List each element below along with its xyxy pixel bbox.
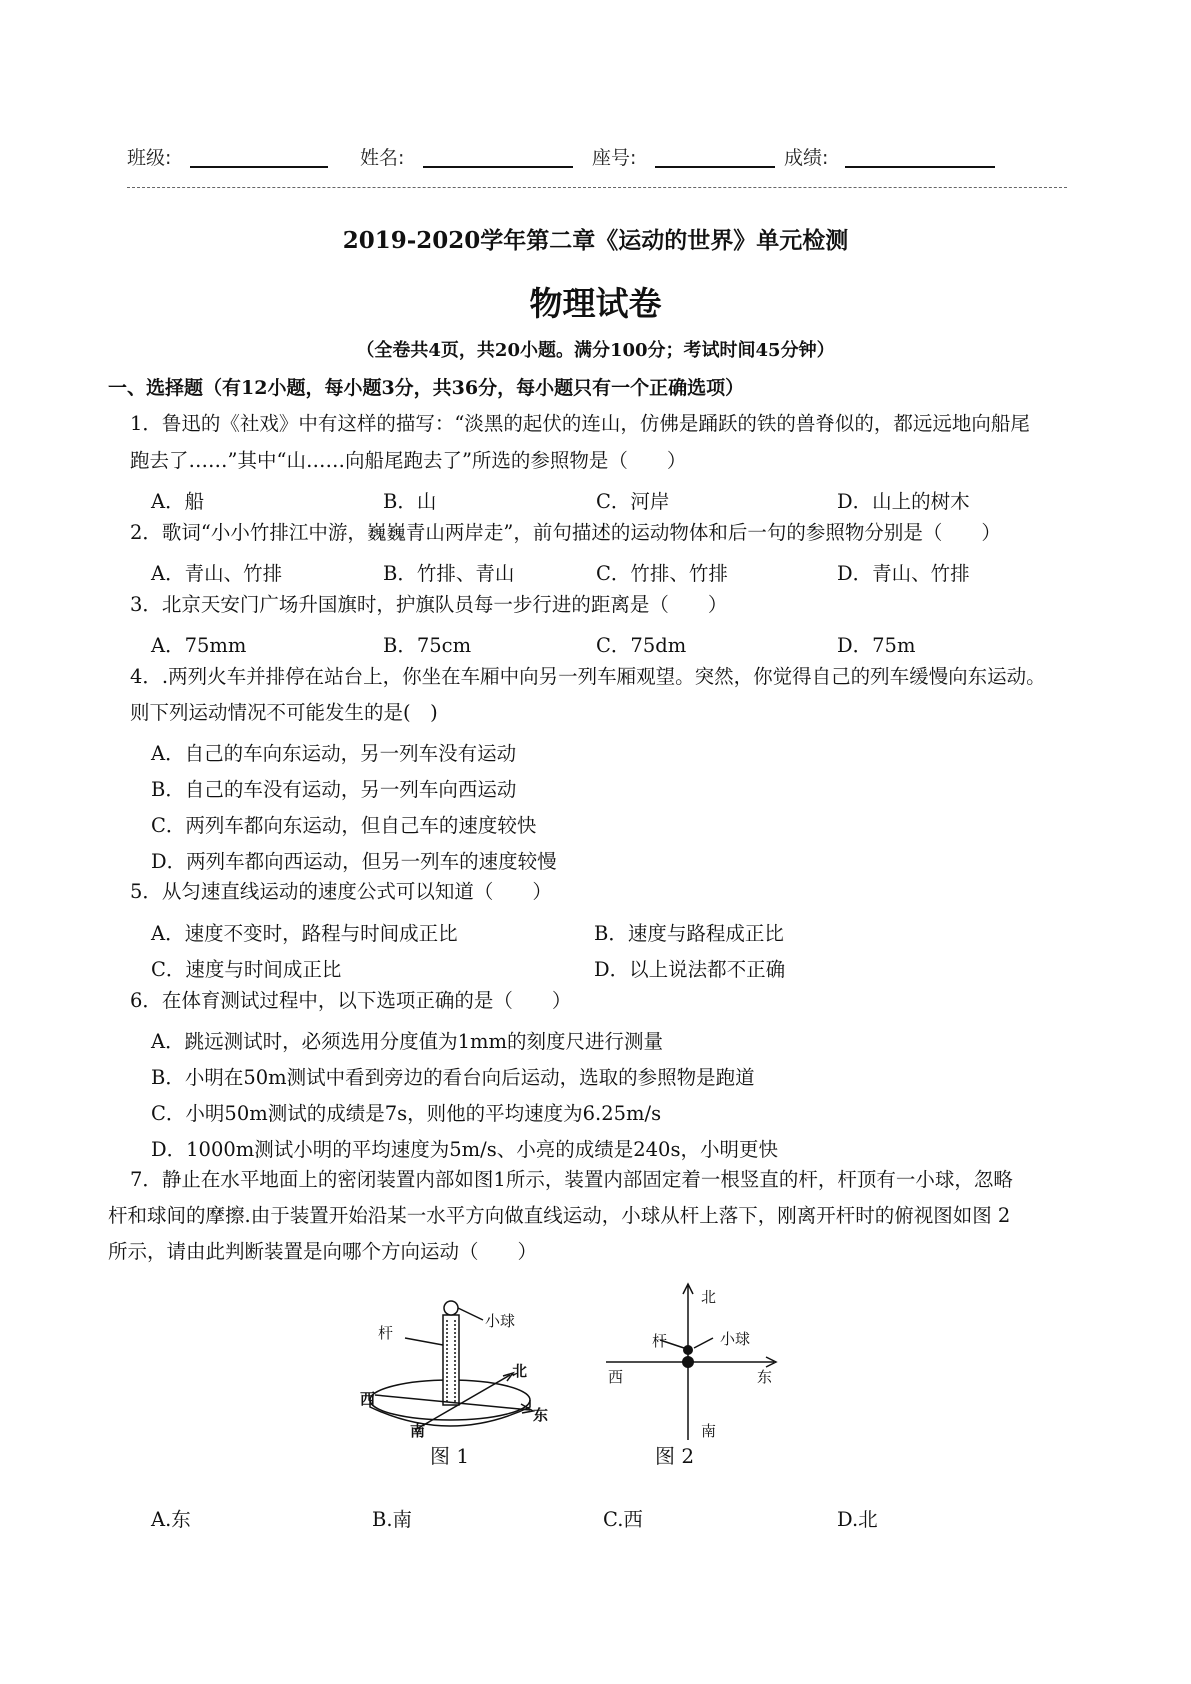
score-label: 成绩: (784, 147, 829, 169)
q4-text-2: 则下列运动情况不可能发生的是( ) (130, 701, 438, 724)
q6-text: 6．在体育测试过程中，以下选项正确的是（ ） (130, 989, 572, 1012)
q4-option-b: B．自己的车没有运动，另一列车向西运动 (151, 778, 517, 801)
fig1-east-label: 东 (533, 1406, 549, 1424)
seat-label: 座号: (592, 147, 637, 169)
q5-text: 5．从匀速直线运动的速度公式可以知道（ ） (130, 880, 552, 903)
fig2-south-label: 南 (701, 1422, 717, 1440)
q6-option-c: C．小明50m测试的成绩是7s，则他的平均速度为6.25m/s (151, 1102, 662, 1125)
score-field[interactable] (845, 166, 995, 168)
q1-option-c: C．河岸 (596, 490, 670, 513)
fig2-rod-label: 杆 (652, 1332, 668, 1350)
q7-option-a: A.东 (151, 1508, 191, 1531)
fig2-north-label: 北 (701, 1288, 717, 1306)
fig1-rod-label: 杆 (378, 1324, 394, 1342)
q3-option-d: D．75m (837, 634, 916, 657)
q6-option-a: A．跳远测试时，必须选用分度值为1mm的刻度尺进行测量 (151, 1030, 663, 1053)
q5-option-b: B．速度与路程成正比 (594, 922, 784, 945)
fig2-caption: 图 2 (655, 1444, 695, 1468)
q1-text-2: 跑去了……”其中“山……向船尾跑去了”所选的参照物是（ ） (130, 449, 687, 472)
q5-option-a: A．速度不变时，路程与时间成正比 (151, 922, 458, 945)
exam-note: （全卷共4页，共20小题。满分100分；考试时间45分钟） (356, 340, 835, 361)
q4-option-a: A．自己的车向东运动，另一列车没有运动 (151, 742, 517, 765)
q3-option-a: A．75mm (151, 634, 247, 657)
q2-option-d: D．青山、竹排 (837, 562, 970, 585)
fig2-rod-dot (682, 1356, 694, 1368)
fig1-ball-label: 小球 (485, 1312, 516, 1330)
name-field[interactable] (423, 166, 573, 168)
q4-option-c: C．两列车都向东运动，但自己车的速度较快 (151, 814, 537, 837)
figure-2 (598, 1282, 788, 1442)
q5-option-d: D．以上说法都不正确 (594, 958, 786, 981)
q5-option-c: C．速度与时间成正比 (151, 958, 342, 981)
fig1-north-label: 北 (512, 1362, 528, 1380)
q1-option-b: B．山 (383, 490, 437, 513)
q4-option-d: D．两列车都向西运动，但另一列车的速度较慢 (151, 850, 557, 873)
q3-text: 3．北京天安门广场升国旗时，护旗队员每一步行进的距离是（ ） (130, 593, 728, 616)
fig2-west-label: 西 (608, 1368, 624, 1386)
fig1-caption: 图 1 (430, 1444, 470, 1468)
fig2-east-label: 东 (757, 1368, 773, 1386)
cut-line (127, 187, 1067, 188)
class-field[interactable] (190, 166, 328, 168)
fig1-rod (443, 1315, 459, 1405)
fig1-south-label: 南 (410, 1422, 426, 1440)
q1-option-d: D．山上的树木 (837, 490, 970, 513)
q4-text: 4．.两列火车并排停在站台上，你坐在车厢中向另一列车厢观望。突然，你觉得自己的列车缓慢向东运动。 (130, 665, 1046, 688)
q7-text-3: 所示，请由此判断装置是向哪个方向运动（ ） (108, 1240, 538, 1263)
fig2-ball-label: 小球 (720, 1330, 751, 1348)
q2-text: 2．歌词“小小竹排江中游，巍巍青山两岸走”，前句描述的运动物体和后一句的参照物分别是（ ） (130, 521, 1001, 544)
q3-option-b: B．75cm (383, 634, 472, 657)
q7-text-2: 杆和球间的摩擦.由于装置开始沿某一水平方向做直线运动，小球从杆上落下，刚离开杆时的俯视图如图 2 (108, 1204, 1011, 1227)
fig1-ball (444, 1301, 458, 1315)
q1-option-a: A．船 (151, 490, 205, 513)
exam-subtitle: 物理试卷 (529, 284, 662, 323)
q7-option-b: B.南 (372, 1508, 413, 1531)
name-label: 姓名: (360, 147, 405, 169)
q6-option-b: B．小明在50m测试中看到旁边的看台向后运动，选取的参照物是跑道 (151, 1066, 755, 1089)
exam-title: 2019-2020学年第二章《运动的世界》单元检测 (342, 227, 849, 254)
seat-field[interactable] (655, 166, 775, 168)
q2-option-b: B．竹排、青山 (383, 562, 515, 585)
q3-option-c: C．75dm (596, 634, 687, 657)
q7-option-d: D.北 (837, 1508, 878, 1531)
q6-option-d: D．1000m测试小明的平均速度为5m/s、小亮的成绩是240s，小明更快 (151, 1138, 778, 1161)
q7-option-c: C.西 (603, 1508, 643, 1531)
section-heading: 一、选择题（有12小题，每小题3分，共36分，每小题只有一个正确选项） (108, 377, 745, 399)
fig1-west-label: 西 (360, 1390, 376, 1408)
q2-option-c: C．竹排、竹排 (596, 562, 728, 585)
q1-text: 1．鲁迅的《社戏》中有这样的描写：“淡黑的起伏的连山，仿佛是踊跃的铁的兽脊似的，都远远地向船尾 (130, 412, 1030, 435)
fig2-ball-dot (683, 1345, 693, 1355)
q7-text: 7．静止在水平地面上的密闭装置内部如图1所示，装置内部固定着一根竖直的杆，杆顶有一小球，忽略 (130, 1168, 1013, 1191)
class-label: 班级: (127, 147, 172, 169)
q2-option-a: A．青山、竹排 (151, 562, 283, 585)
fig1-north-south-axis (415, 1375, 510, 1430)
